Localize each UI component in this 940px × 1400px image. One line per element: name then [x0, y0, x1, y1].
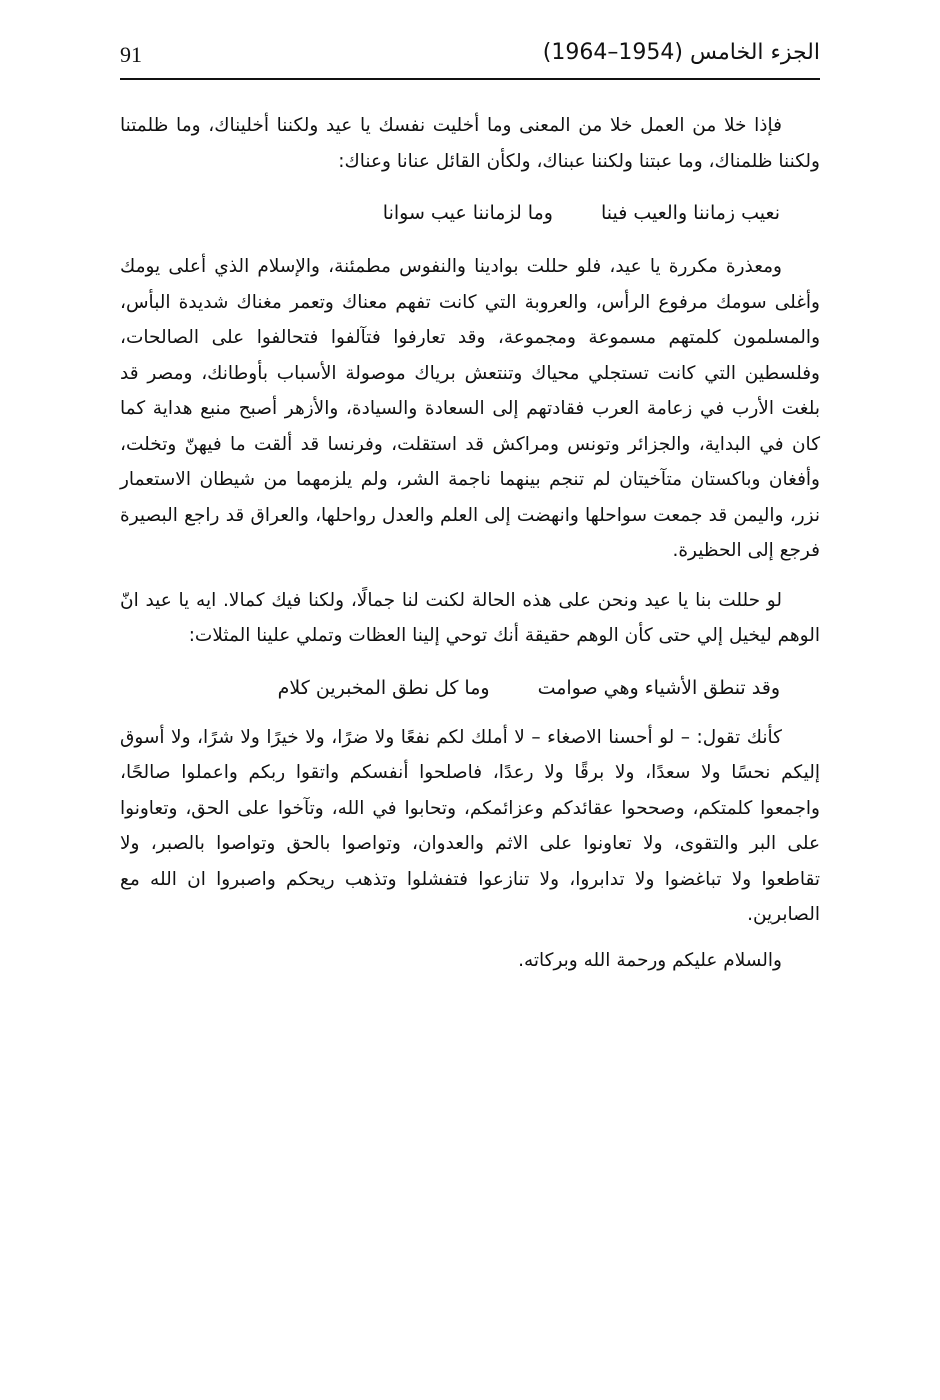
verse-1-second-hemistich: وما لزماننا عيب سوانا [382, 202, 553, 224]
verse-1 [120, 195, 820, 231]
page-number: 91 [120, 42, 142, 67]
page-body [120, 108, 820, 997]
paragraph-4: كأنك تقول: – لو أحسنا الاصغاء – لا أملك لكم نفعًا ولا ضرًا، ولا خيرًا ولا شرًا، ولا أسوق إليكم نحسًا ولا سعدًا، ولا برقًا ولا رعدًا، فاصلحوا أنفسكم واتقوا ربكم واعملوا صالحًا، واجمعوا كلمتكم، وصححوا عقائدكم وعزائمكم، وتحابوا في الله، وتآخوا على الحق، وتعاونوا على البر والتقوى، ولا تعاونوا على الاثم والعدوان، وتواصوا بالحق وتواصوا بالصبر، ولا تقاطعوا ولا تباغضوا ولا تدابروا، ولا تنازعوا فتفشلوا وتذهب ريحكم واصبروا ان الله مع الصابرين. [120, 726, 820, 925]
verse-2-first-hemistich: وقد تنطق الأشياء وهي صوامت [537, 676, 780, 699]
paragraph-3: لو حللت بنا يا عيد ونحن على هذه الحالة لكنت لنا جمالًا، ولكنا فيك كمالا. ايه يا عيد انّ الوهم ليخيل إلي حتى كأن الوهم حقيقة أنك توحي إلينا العظات وتملي علينا المثلات: [120, 589, 820, 646]
paragraph-2: ومعذرة مكررة يا عيد، فلو حللت بوادينا والنفوس مطمئنة، والإسلام الذي أعلى يومك وأغلى سومك مرفوع الرأس، والعروبة التي كانت تفهم معناك وتعمر مغناك شديدة البأس، والمسلمون كلمتهم مسموعة ومجموعة، وقد تعارفوا فتآلفوا فتحالفوا على الصالحات، وفلسطين التي كانت تستجلي محياك وتنتعش برياك موصولة الأسباب بأوطانك، ومصر قد بلغت الأرب في زعامة العرب فقادتهم إلى السعادة والسيادة، والأزهر أصبح منبع هداية كما كان في البداية، والجزائر وتونس ومراكش قد استقلت، وفرنسا قد ألقت ما فيهنّ وتخلت، وأفغان وباكستان متآخيتان لم تنجم بينهما ناجمة الشر، ولم يلزمهما من شيطان الاستعمار نزر، واليمن قد جمعت سواحلها وانهضت إلى العلم والعدل رواحلها، والعراق قد راجع البصيرة فرجع إلى الحظيرة. [120, 256, 820, 561]
paragraph-1: فإذا خلا من العمل خلا من المعنى وما أخليت نفسك يا عيد ولكننا أخليناك، وما ظلمتنا ولكننا ظلمناك، وما عبتنا ولكننا عبناك، ولكأن القائل عنانا وعناك: [120, 115, 820, 172]
page-header [120, 38, 820, 80]
closing-line: والسلام عليكم ورحمة الله وبركاته. [518, 949, 782, 971]
running-head: الجزء الخامس (1954–1964) [542, 40, 820, 65]
verse-2 [120, 670, 820, 706]
verse-2-second-hemistich: وما كل نطق المخبرين كلام [277, 676, 490, 699]
verse-1-first-hemistich: نعيب زماننا والعيب فينا [600, 202, 780, 224]
